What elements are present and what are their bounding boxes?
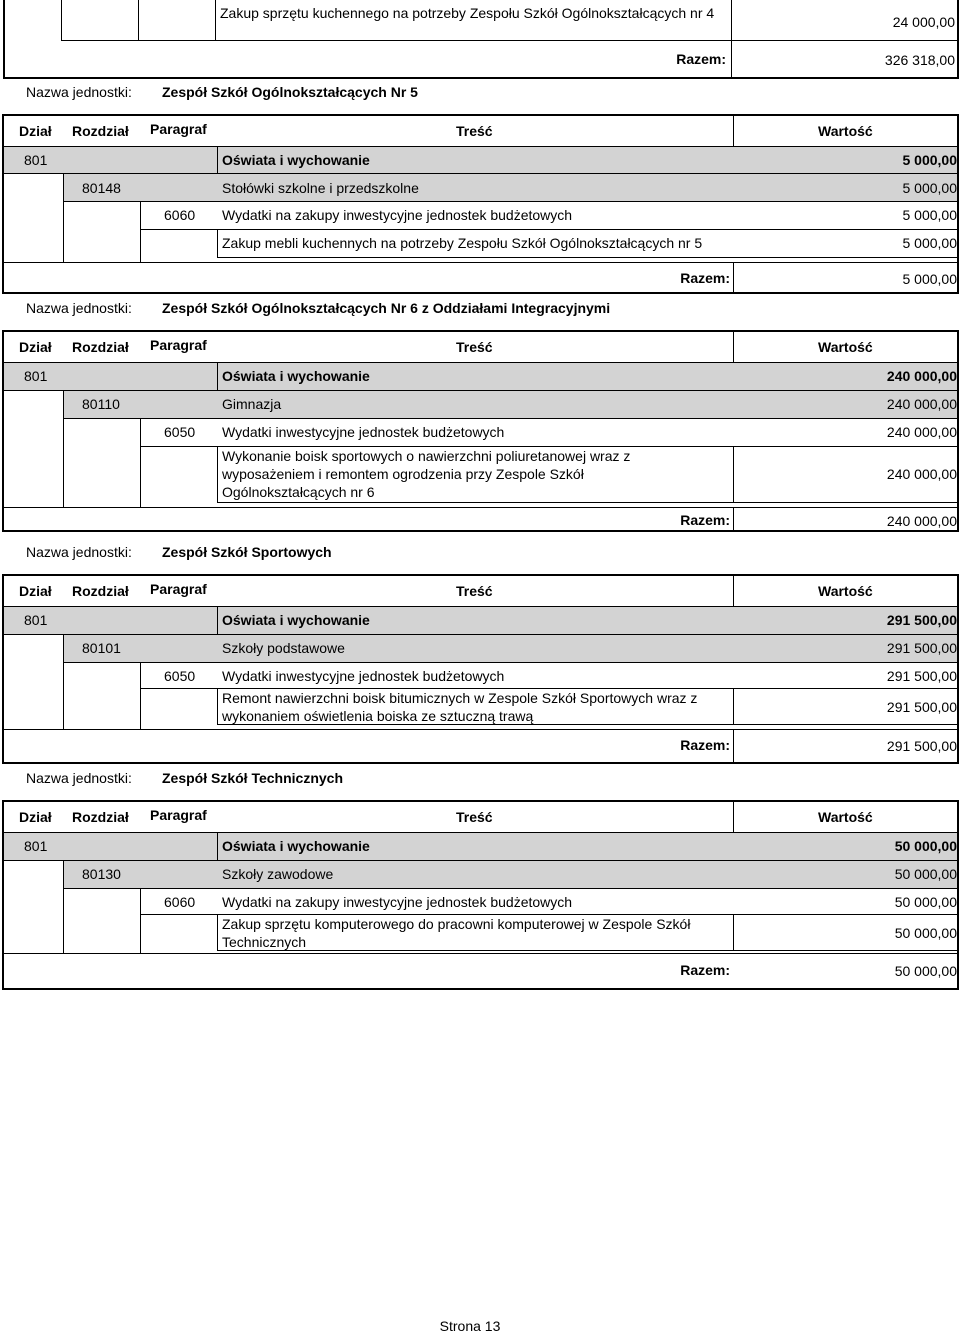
paragraf-code: 6050: [164, 668, 196, 684]
unit-label: Nazwa jednostki:: [26, 770, 132, 786]
unit-section: [0, 294, 960, 538]
paragraf-code: 6060: [164, 207, 196, 223]
paragraf-code: 6060: [164, 894, 196, 910]
unit-section: [0, 78, 960, 294]
rozdzial-name: Szkoły podstawowe: [222, 640, 345, 656]
col-paragraf: Paragraf: [150, 807, 207, 823]
rozdzial-code: 80130: [82, 866, 121, 882]
top-razem-value: 326 318,00: [884, 52, 955, 68]
dzial-value: 50 000,00: [894, 838, 957, 854]
col-wartosc: Wartość: [818, 123, 873, 139]
item-value: 50 000,00: [894, 925, 957, 941]
col-tresc: Treść: [456, 583, 493, 599]
item-text: Zakup mebli kuchennych na potrzeby Zespołu Szkół Ogólnokształcących nr 5: [222, 235, 703, 251]
unit-name: Zespół Szkół Ogólnokształcących Nr 5: [162, 84, 418, 100]
razem-value: 50 000,00: [894, 963, 957, 979]
paragraf-value: 5 000,00: [902, 207, 957, 223]
razem-label: Razem:: [680, 737, 730, 753]
razem-value: 291 500,00: [886, 738, 957, 754]
item-text: Remont nawierzchni boisk bitumicznych w Zespole Szkół Sportowych wraz z wykonaniem oświetlenia boiska ze sztuczną trawą: [222, 690, 698, 724]
unit-name: Zespół Szkół Technicznych: [162, 770, 344, 786]
rozdzial-value: 5 000,00: [902, 180, 957, 196]
budget-table: [2, 574, 959, 764]
dzial-name: Oświata i wychowanie: [222, 152, 370, 168]
col-paragraf: Paragraf: [150, 121, 207, 137]
item-value: 5 000,00: [902, 235, 957, 251]
col-tresc: Treść: [456, 339, 493, 355]
top-item-value: 24 000,00: [892, 14, 955, 30]
item-value: 291 500,00: [886, 699, 957, 715]
col-dzial: Dział: [19, 123, 52, 139]
rozdzial-name: Szkoły zawodowe: [222, 866, 334, 882]
unit-label: Nazwa jednostki:: [26, 544, 132, 560]
page-number: Strona 13: [439, 1318, 501, 1334]
rozdzial-value: 240 000,00: [886, 396, 957, 412]
razem-label: Razem:: [680, 962, 730, 978]
col-tresc: Treść: [456, 123, 493, 139]
unit-name: Zespół Szkół Ogólnokształcących Nr 6 z Oddziałami Integracyjnymi: [162, 300, 611, 316]
dzial-code: 801: [24, 368, 48, 384]
dzial-name: Oświata i wychowanie: [222, 368, 370, 384]
unit-label: Nazwa jednostki:: [26, 84, 132, 100]
item-value: 240 000,00: [886, 466, 957, 482]
rozdzial-name: Gimnazja: [222, 396, 282, 412]
col-dzial: Dział: [19, 809, 52, 825]
col-paragraf: Paragraf: [150, 581, 207, 597]
razem-label: Razem:: [680, 270, 730, 286]
col-rozdzial: Rozdział: [72, 809, 129, 825]
dzial-value: 240 000,00: [886, 368, 957, 384]
budget-table: [2, 330, 959, 532]
col-dzial: Dział: [19, 339, 52, 355]
dzial-code: 801: [24, 838, 48, 854]
rozdzial-code: 80110: [82, 396, 120, 412]
top-razem-label: Razem:: [676, 51, 726, 67]
col-tresc: Treść: [456, 809, 493, 825]
dzial-name: Oświata i wychowanie: [222, 612, 370, 628]
col-rozdzial: Rozdział: [72, 339, 129, 355]
budget-table: [2, 114, 959, 294]
paragraf-name: Wydatki na zakupy inwestycyjne jednostek budżetowych: [222, 894, 573, 910]
col-paragraf: Paragraf: [150, 337, 207, 353]
unit-section: [0, 764, 960, 990]
budget-table: [2, 800, 959, 990]
paragraf-value: 50 000,00: [894, 894, 957, 910]
razem-label: Razem:: [680, 512, 730, 528]
col-wartosc: Wartość: [818, 583, 873, 599]
item-text: Wykonanie boisk sportowych o nawierzchni poliuretanowej wraz z wyposażeniem i remontem ogrodzenia przy Zespole Szkół Ogólnokształcących nr 6: [222, 448, 631, 500]
top-item-text: Zakup sprzętu kuchennego na potrzeby Zespołu Szkół Ogólnokształcących nr 4: [220, 5, 715, 21]
dzial-code: 801: [24, 612, 48, 628]
unit-name: Zespół Szkół Sportowych: [162, 544, 332, 560]
dzial-name: Oświata i wychowanie: [222, 838, 370, 854]
paragraf-name: Wydatki inwestycyjne jednostek budżetowych: [222, 424, 505, 440]
paragraf-name: Wydatki na zakupy inwestycyjne jednostek budżetowych: [222, 207, 573, 223]
dzial-value: 5 000,00: [902, 152, 957, 168]
rozdzial-code: 80101: [82, 640, 121, 656]
col-rozdzial: Rozdział: [72, 123, 129, 139]
rozdzial-name: Stołówki szkolne i przedszkolne: [222, 180, 419, 196]
paragraf-code: 6050: [164, 424, 196, 440]
rozdzial-value: 291 500,00: [886, 640, 957, 656]
col-wartosc: Wartość: [818, 809, 873, 825]
dzial-value: 291 500,00: [886, 612, 957, 628]
paragraf-value: 291 500,00: [886, 668, 957, 684]
item-text: Zakup sprzętu komputerowego do pracowni komputerowej w Zespole Szkół Technicznych: [222, 916, 691, 950]
col-rozdzial: Rozdział: [72, 583, 129, 599]
razem-value: 5 000,00: [902, 271, 957, 287]
rozdzial-value: 50 000,00: [894, 866, 957, 882]
paragraf-name: Wydatki inwestycyjne jednostek budżetowych: [222, 668, 505, 684]
rozdzial-code: 80148: [82, 180, 121, 196]
unit-section: [0, 538, 960, 764]
top-continuation: [0, 0, 960, 80]
col-dzial: Dział: [19, 583, 52, 599]
col-wartosc: Wartość: [818, 339, 873, 355]
dzial-code: 801: [24, 152, 48, 168]
razem-value: 240 000,00: [886, 513, 957, 529]
unit-label: Nazwa jednostki:: [26, 300, 132, 316]
paragraf-value: 240 000,00: [886, 424, 957, 440]
